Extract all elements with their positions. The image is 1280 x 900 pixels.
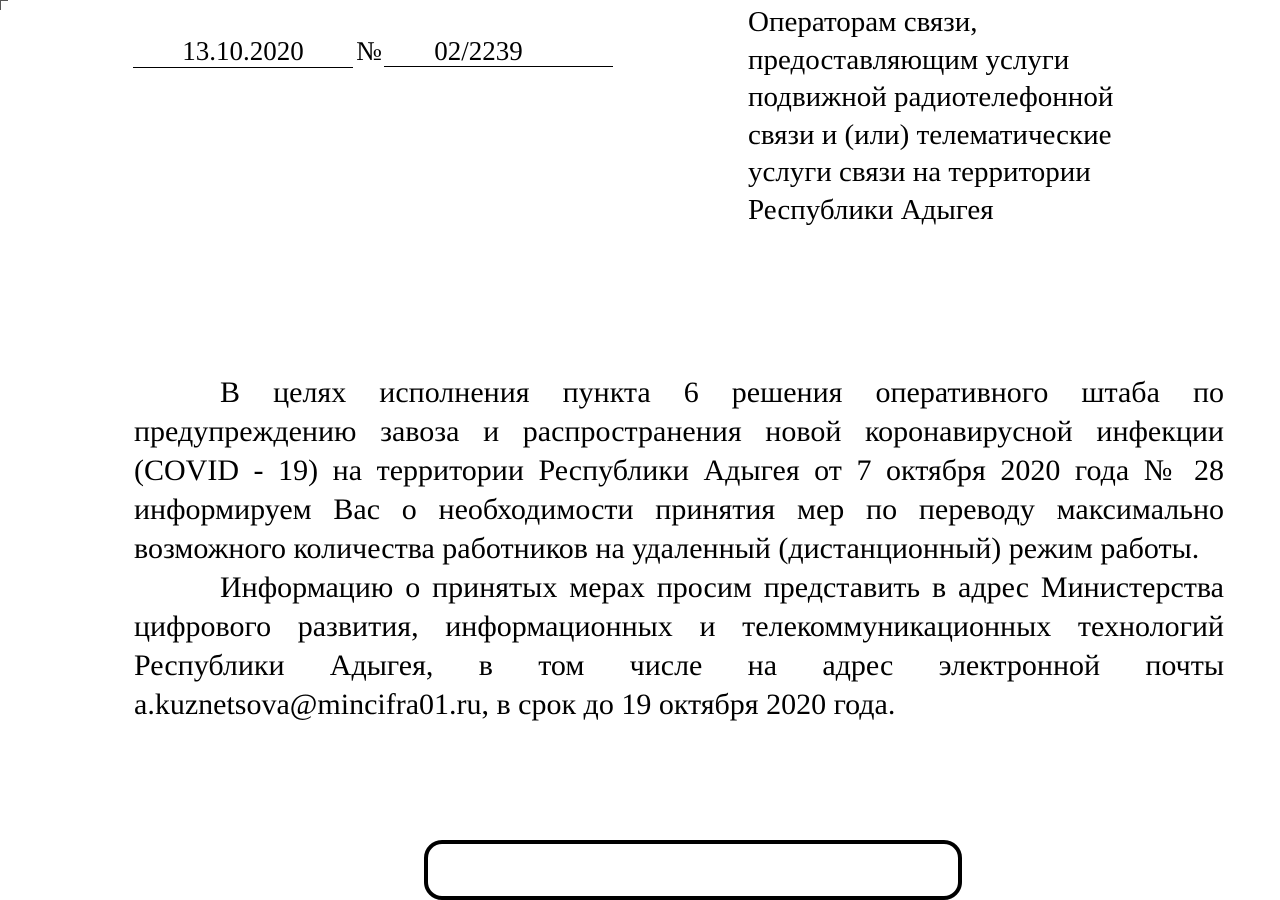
addressee-line: связи и (или) телематические [748,118,1112,151]
addressee-line: Республики Адыгея [748,193,994,226]
addressee-line: Операторам связи, [748,6,978,38]
registration-number: 02/2239 [384,34,613,67]
addressee-line: услуги связи на территории [748,156,1091,188]
letter-body [134,373,1224,724]
addressee-line: предоставляющим услуги [748,43,1070,76]
page-corner-mark [0,0,8,10]
registration-line [133,34,613,68]
body-paragraph-measures: В целях исполнения пункта 6 решения оперативного штаба по предупреждению завоза и распространения новой коронавирусной инфекции (COVID - 19) на территории Республики Адыгея от 7 октября 2020 года № 28 информируем Вас о необходимости принятия мер по переводу максимально возможного количества работников на удаленный (дистанционный) режим работы. [134,376,1224,565]
body-paragraph-report-request: Информацию о принятых мерах просим представить в адрес Министерства цифрового развития, информационных и телекоммуникационных технологий Республики Адыгея, в том числе на адрес электронной почты a.kuznetsova@mincifra01.ru, в срок до 19 октября 2020 года. [134,571,1224,721]
addressee-line: подвижной радиотелефонной [748,81,1114,113]
addressee-block [748,4,1218,229]
registration-date: 13.10.2020 [133,34,353,68]
signature-stamp-frame [424,840,962,900]
registration-number-sign: № [356,36,382,66]
